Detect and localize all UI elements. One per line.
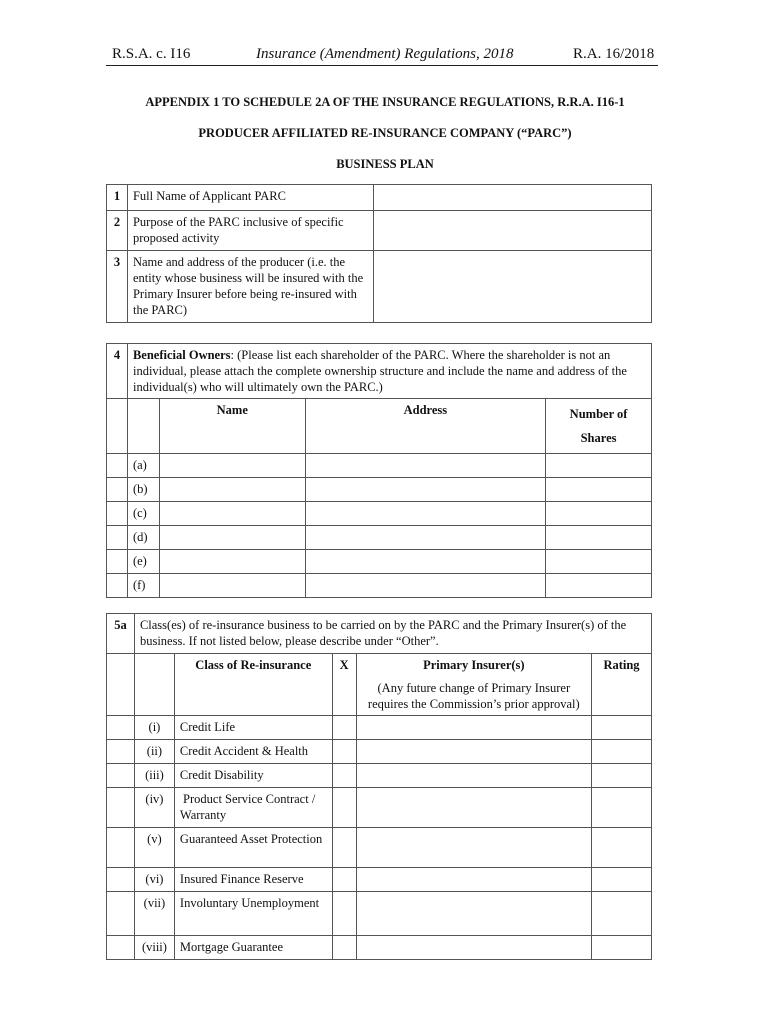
row-roman: (i) (134, 716, 174, 740)
row-roman: (ii) (134, 740, 174, 764)
rating-field[interactable] (592, 716, 652, 740)
owner-shares-field[interactable] (546, 478, 652, 502)
rating-field[interactable] (592, 764, 652, 788)
row-letter: (f) (127, 574, 159, 598)
primary-insurer-field[interactable] (356, 716, 591, 740)
column-header-class: Class of Re-insurance (174, 654, 332, 716)
table-row (107, 716, 652, 740)
owner-shares-field[interactable] (546, 526, 652, 550)
primary-insurer-field[interactable] (356, 740, 591, 764)
row-roman: (vii) (134, 892, 174, 936)
beneficial-owners-text: : (Please list each shareholder of the PARC. Where the shareholder is not an individual, please attach the complete ownership structure and include the name and address of the individual(s) who will ultimately own the PARC.) (132, 348, 627, 394)
column-header-insurer-note: (Any future change of Primary Insurer requires the Commission’s prior approval) (367, 681, 580, 711)
owner-address-field[interactable] (305, 550, 545, 574)
rating-field[interactable] (592, 892, 652, 936)
answer-field[interactable] (373, 185, 651, 211)
owner-shares-field[interactable] (546, 574, 652, 598)
answer-field[interactable] (373, 211, 651, 251)
owner-address-field[interactable] (305, 478, 545, 502)
table-row (107, 251, 652, 323)
owner-name-field[interactable] (159, 478, 305, 502)
row-number: 2 (107, 211, 128, 251)
beneficial-owners-intro (127, 344, 651, 399)
primary-insurer-field[interactable] (356, 764, 591, 788)
class-label: Guaranteed Asset Protection (174, 828, 332, 868)
business-plan-title: BUSINESS PLAN (336, 157, 434, 171)
row-number: 5a (107, 614, 135, 654)
class-select-x[interactable] (332, 892, 356, 936)
class-select-x[interactable] (332, 868, 356, 892)
table-row (107, 526, 652, 550)
column-header-rating: Rating (592, 654, 652, 716)
owner-name-field[interactable] (159, 502, 305, 526)
primary-insurer-field[interactable] (356, 868, 591, 892)
owner-address-field[interactable] (305, 502, 545, 526)
class-label: Credit Accident & Health (174, 740, 332, 764)
table-row (107, 550, 652, 574)
owner-name-field[interactable] (159, 574, 305, 598)
row-number: 4 (107, 344, 128, 399)
header-center: Insurance (Amendment) Regulations, 2018 (256, 46, 514, 62)
primary-insurer-field[interactable] (356, 936, 591, 960)
class-label: Product Service Contract / Warranty (174, 788, 332, 828)
reinsurance-intro: Class(es) of re-insurance business to be carried on by the PARC and the Primary Insurer(s) of the business. If not listed below, please describe under “Other”. (134, 614, 651, 654)
column-header-address: Address (305, 399, 545, 454)
header-right: R.A. 16/2018 (573, 46, 655, 62)
beneficial-owners-heading: Beneficial Owners (132, 348, 231, 362)
rating-field[interactable] (592, 788, 652, 828)
table-row (107, 502, 652, 526)
table-row (107, 478, 652, 502)
row-letter: (b) (127, 478, 159, 502)
primary-insurer-field[interactable] (356, 828, 591, 868)
owner-address-field[interactable] (305, 574, 545, 598)
class-select-x[interactable] (332, 740, 356, 764)
reinsurance-classes-table (106, 613, 652, 960)
owner-name-field[interactable] (159, 526, 305, 550)
primary-insurer-field[interactable] (356, 892, 591, 936)
row-label: Full Name of Applicant PARC (127, 185, 373, 211)
column-header-shares-line1: Number of (569, 407, 628, 421)
row-letter: (e) (127, 550, 159, 574)
table-row (107, 868, 652, 892)
class-label: Credit Disability (174, 764, 332, 788)
row-letter: (a) (127, 454, 159, 478)
row-roman: (viii) (134, 936, 174, 960)
rating-field[interactable] (592, 740, 652, 764)
row-roman: (iv) (134, 788, 174, 828)
owner-shares-field[interactable] (546, 550, 652, 574)
table-row (107, 740, 652, 764)
table-row (107, 614, 652, 654)
column-header-name: Name (159, 399, 305, 454)
column-header-insurer-title: Primary Insurer(s) (423, 658, 525, 672)
table-row (107, 892, 652, 936)
owner-address-field[interactable] (305, 454, 545, 478)
owner-shares-field[interactable] (546, 502, 652, 526)
company-title: PRODUCER AFFILIATED RE-INSURANCE COMPANY (“PARC”) (198, 126, 572, 140)
class-select-x[interactable] (332, 936, 356, 960)
class-select-x[interactable] (332, 764, 356, 788)
owner-address-field[interactable] (305, 526, 545, 550)
appendix-title: APPENDIX 1 TO SCHEDULE 2A OF THE INSURANCE REGULATIONS, R.R.A. I16-1 (145, 95, 625, 109)
answer-field[interactable] (373, 251, 651, 323)
row-roman: (iii) (134, 764, 174, 788)
table-header-row (107, 399, 652, 454)
owner-name-field[interactable] (159, 550, 305, 574)
class-label: Insured Finance Reserve (174, 868, 332, 892)
rating-field[interactable] (592, 868, 652, 892)
header-rule (106, 65, 658, 66)
class-select-x[interactable] (332, 788, 356, 828)
table-row (107, 574, 652, 598)
row-label: Name and address of the producer (i.e. the entity whose business will be insured with the Primary Insurer before being re-insured with the PARC) (127, 251, 373, 323)
beneficial-owners-table (106, 343, 652, 598)
row-letter: (c) (127, 502, 159, 526)
class-select-x[interactable] (332, 828, 356, 868)
column-header-x: X (332, 654, 356, 716)
rating-field[interactable] (592, 936, 652, 960)
rating-field[interactable] (592, 828, 652, 868)
row-label: Purpose of the PARC inclusive of specific proposed activity (127, 211, 373, 251)
column-header-shares-line2: Shares (580, 431, 617, 445)
table-row (107, 185, 652, 211)
row-roman: (vi) (134, 868, 174, 892)
primary-insurer-field[interactable] (356, 788, 591, 828)
table-header-row (107, 654, 652, 716)
row-number: 3 (107, 251, 128, 323)
class-label: Mortgage Guarantee (174, 936, 332, 960)
table-row (107, 211, 652, 251)
row-roman: (v) (134, 828, 174, 868)
column-header-shares (546, 399, 652, 454)
table-row (107, 828, 652, 868)
applicant-table (106, 184, 652, 323)
class-select-x[interactable] (332, 716, 356, 740)
owner-shares-field[interactable] (546, 454, 652, 478)
header-left: R.S.A. c. I16 (112, 46, 191, 62)
table-row (107, 788, 652, 828)
class-label: Credit Life (174, 716, 332, 740)
row-number: 1 (107, 185, 128, 211)
owner-name-field[interactable] (159, 454, 305, 478)
table-row (107, 764, 652, 788)
row-letter: (d) (127, 526, 159, 550)
column-header-insurer (356, 654, 591, 716)
table-row (107, 936, 652, 960)
class-label: Involuntary Unemployment (174, 892, 332, 936)
table-row (107, 344, 652, 399)
table-row (107, 454, 652, 478)
